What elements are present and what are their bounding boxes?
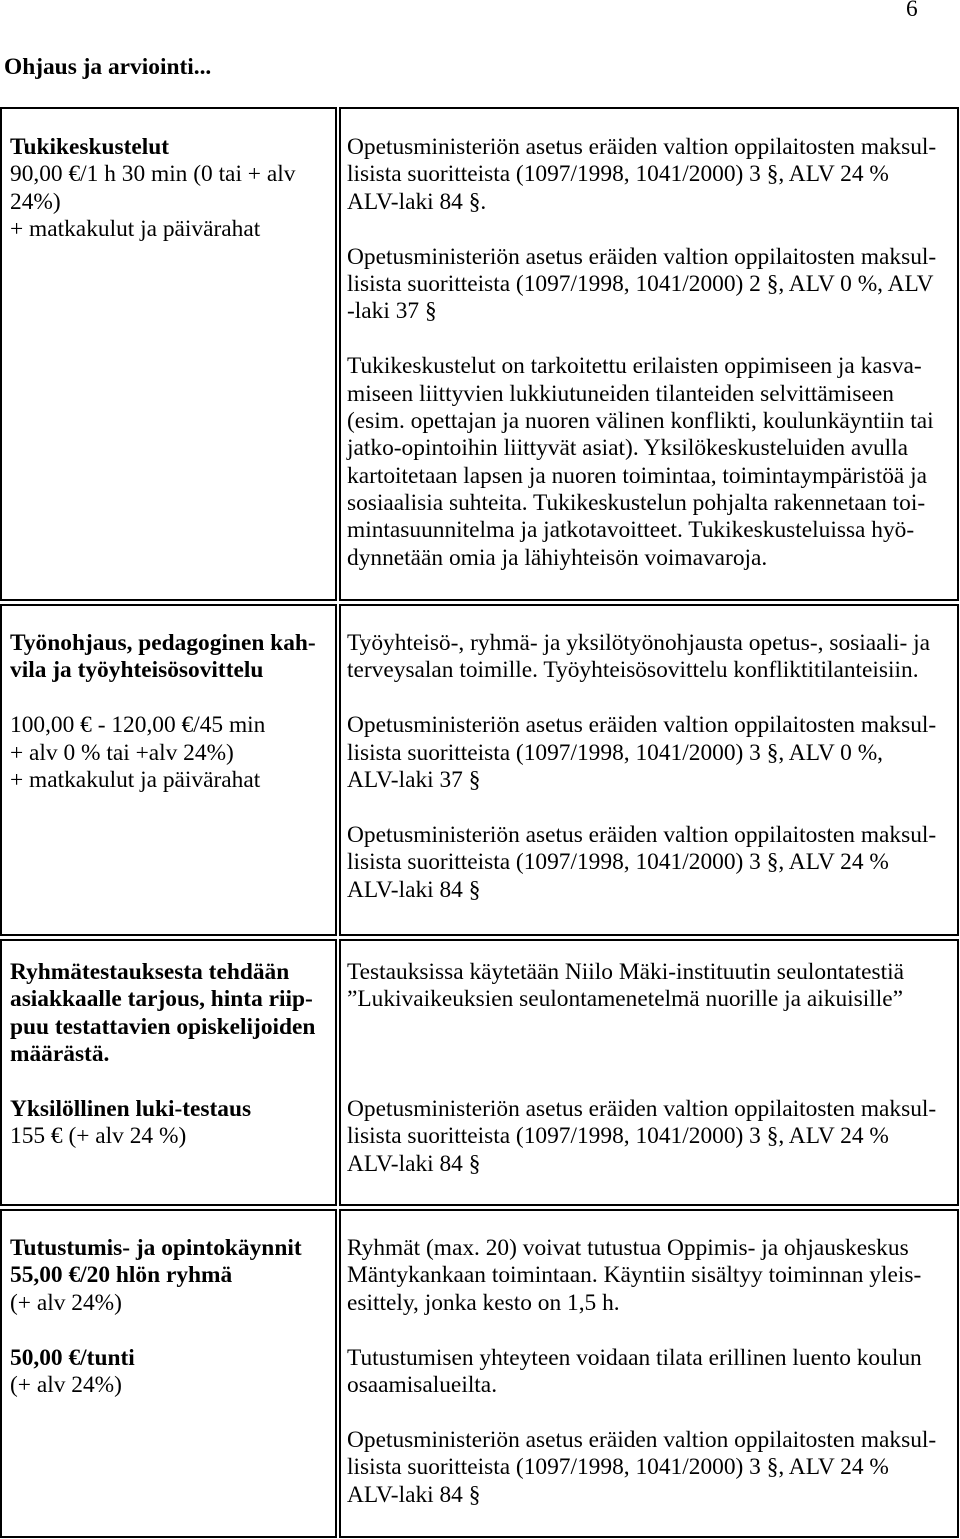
service-name: Yksilöllinen luki-testaus: [10, 1095, 252, 1122]
description-line: Tutustumisen yhteyteen voidaan tilata erillinen luento koulun: [347, 1344, 922, 1371]
legal-reference: [347, 1427, 957, 1509]
service-name: Ryhmätestauksesta tehdään: [10, 959, 290, 985]
service-description: [347, 630, 957, 685]
price-info: [10, 1345, 335, 1400]
page-number: 6: [906, 0, 918, 22]
price-line: (+ alv 24%): [10, 1289, 122, 1316]
legal-reference-line: Opetusministeriön asetus eräiden valtion oppilaitosten maksul-: [347, 712, 937, 739]
description-line: Työyhteisö-, ryhmä- ja yksilötyönohjausta opetus-, sosiaali- ja: [347, 630, 931, 656]
legal-reference: [347, 712, 957, 794]
legal-reference-line: ALV-laki 84 §: [347, 1481, 481, 1508]
service-name: Tukikeskustelut: [10, 134, 170, 160]
description-line: dynnetään omia ja lähiyhteisön voimavaroja.: [347, 544, 768, 571]
legal-reference-line: Opetusministeriön asetus eräiden valtion oppilaitosten maksul-: [347, 134, 937, 160]
description-cell-testing: [339, 939, 959, 1206]
description-line: Tukikeskustelut on tarkoitettu erilaisten oppimiseen ja kasva-: [347, 353, 922, 380]
price-line: + alv 0 % tai +alv 24%): [10, 739, 234, 766]
description-line: kartoitetaan lapsen ja nuoren toimintaa, toimintaympäristöä ja: [347, 462, 928, 489]
price-line: (+ alv 24%): [10, 1371, 122, 1398]
price-line: 50,00 €/tunti: [10, 1344, 135, 1371]
legal-reference-line: ALV-laki 84 §.: [347, 188, 487, 215]
legal-reference-line: lisista suoritteista (1097/1998, 1041/2000) 3 §, ALV 24 %: [347, 849, 889, 876]
legal-reference-line: lisista suoritteista (1097/1998, 1041/2000) 3 §, ALV 24 %: [347, 1123, 889, 1150]
service-name: Tutustumis- ja opintokäynnit: [10, 1235, 302, 1261]
service-name: asiakkaalle tarjous, hinta riip-: [10, 986, 313, 1013]
service-info: [10, 1096, 335, 1151]
legal-reference-line: Opetusministeriön asetus eräiden valtion oppilaitosten maksul-: [347, 1095, 937, 1122]
description-line: mintasuunnitelma ja jatkotavoitteet. Tukikeskusteluissa hyö-: [347, 517, 915, 544]
legal-reference-line: Opetusministeriön asetus eräiden valtion oppilaitosten maksul-: [347, 1426, 937, 1453]
service-cell-testing: [0, 939, 337, 1206]
legal-reference-line: Opetusministeriön asetus eräiden valtion oppilaitosten maksul-: [347, 821, 937, 848]
description-line: esittely, jonka kesto on 1,5 h.: [347, 1289, 620, 1316]
description-line: (esim. opettajan ja nuoren välinen konflikti, koulunkäyntiin tai: [347, 407, 934, 434]
legal-reference-line: lisista suoritteista (1097/1998, 1041/2000) 3 §, ALV 24 %: [347, 1454, 889, 1481]
service-info: [10, 1235, 335, 1317]
legal-reference: [347, 1096, 957, 1178]
service-name: määrästä.: [10, 1041, 110, 1068]
description-line: sosiaalisia suhteita. Tukikeskustelun pohjalta rakennetaan toi-: [347, 490, 926, 517]
description-line: jatko-opintoihin liittyvät asiat). Yksilökeskusteluiden avulla: [347, 435, 909, 462]
price-line: 55,00 €/20 hlön ryhmä: [10, 1262, 233, 1289]
legal-reference-line: lisista suoritteista (1097/1998, 1041/2000) 3 §, ALV 0 %,: [347, 739, 884, 766]
price-line: 90,00 €/1 h 30 min (0 tai + alv: [10, 161, 296, 188]
legal-reference-line: ALV-laki 84 §: [347, 1150, 481, 1177]
legal-reference-line: ALV-laki 37 §: [347, 766, 481, 793]
price-line: + matkakulut ja päivärahat: [10, 216, 261, 243]
description-line: Testauksissa käytetään Niilo Mäki-instituutin seulontatestiä: [347, 959, 905, 985]
price-info: [10, 712, 335, 794]
service-name: vila ja työyhteisösovittelu: [10, 657, 264, 684]
price-line: 100,00 € - 120,00 €/45 min: [10, 712, 266, 739]
service-description: [347, 1345, 957, 1400]
legal-reference: [347, 244, 957, 326]
legal-reference-line: lisista suoritteista (1097/1998, 1041/2000) 3 §, ALV 24 %: [347, 161, 889, 188]
service-info: [10, 134, 335, 244]
description-line: Ryhmät (max. 20) voivat tutustua Oppimis- ja ohjauskeskus: [347, 1235, 909, 1261]
description-cell-counseling: [339, 107, 959, 601]
description-line: ”Lukivaikeuksien seulontamenetelmä nuorille ja aikuisille”: [347, 986, 903, 1013]
description-line: miseen liittyvien lukkiutuneiden tilanteiden selvittämiseen: [347, 380, 894, 407]
legal-reference-line: lisista suoritteista (1097/1998, 1041/2000) 2 §, ALV 0 %, ALV: [347, 270, 934, 297]
service-name: puu testattavien opiskelijoiden: [10, 1013, 316, 1040]
legal-reference: [347, 822, 957, 904]
service-cell-work-guidance: [0, 604, 337, 936]
price-line: 24%): [10, 188, 61, 215]
service-info: [10, 959, 335, 1069]
service-description: [347, 1235, 957, 1317]
price-line: 155 € (+ alv 24 %): [10, 1123, 187, 1150]
description-line: terveysalan toimille. Työyhteisösovittelu konfliktitilanteisiin.: [347, 657, 919, 684]
legal-reference: [347, 134, 957, 216]
description-line: osaamisalueilta.: [347, 1371, 498, 1398]
service-description: [347, 959, 957, 1014]
description-cell-work-guidance: [339, 604, 959, 936]
section-heading: Ohjaus ja arviointi...: [4, 54, 212, 80]
service-name: Työnohjaus, pedagoginen kah-: [10, 630, 316, 656]
service-info: [10, 630, 335, 685]
description-line: Mäntykankaan toimintaan. Käyntiin sisältyy toiminnan yleis-: [347, 1262, 922, 1289]
service-cell-counseling: [0, 107, 337, 601]
service-cell-visits: [0, 1209, 337, 1538]
description-cell-visits: [339, 1209, 959, 1538]
service-description: [347, 353, 957, 572]
price-line: + matkakulut ja päivärahat: [10, 766, 261, 793]
legal-reference-line: Opetusministeriön asetus eräiden valtion oppilaitosten maksul-: [347, 243, 937, 270]
legal-reference-line: ALV-laki 84 §: [347, 876, 481, 903]
legal-reference-line: -laki 37 §: [347, 298, 437, 325]
